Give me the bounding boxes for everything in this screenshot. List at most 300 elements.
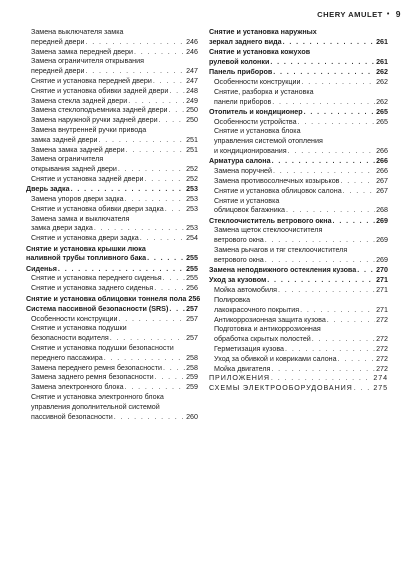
dot-leader [338, 355, 375, 365]
toc-entry [26, 126, 198, 146]
dot-leader [304, 108, 375, 118]
toc-entry-title-line: управления дополнительной системой [31, 402, 160, 411]
toc-entry-row [31, 146, 198, 156]
toc-entry [26, 28, 198, 48]
toc-entry-title-line: Снятие и установка задней двери [31, 174, 144, 183]
toc-entry-row [214, 206, 388, 216]
toc-entry-title-line: Панель приборов [209, 68, 273, 77]
toc-entry-title-line: облицовок багажника [214, 206, 285, 215]
toc-entry-title-line: Снятие и установка наружных [209, 28, 317, 36]
toc-entry-title-line: Снятие и установка подушки [31, 324, 127, 333]
toc-entry [26, 57, 198, 77]
dot-leader [99, 136, 186, 146]
toc-entry-title-line: Замена рычагов и тяг стеклоочистителя [214, 246, 348, 255]
toc-entry [26, 205, 198, 215]
toc-entry-row [31, 234, 198, 244]
dot-leader [163, 364, 185, 374]
toc-entry [209, 167, 388, 177]
dot-leader [354, 384, 373, 394]
dot-leader [272, 157, 376, 167]
toc-page-number: 262 [376, 68, 388, 77]
toc-entry-row [209, 374, 388, 384]
toc-entry [209, 384, 388, 394]
dot-leader [86, 38, 186, 48]
toc-entry-row [214, 256, 388, 266]
toc-page-number: 269 [376, 236, 388, 245]
toc-entry-title-line: Снятие, разборка и установка [214, 87, 314, 96]
toc-entry-title-line: Замена ограничителя [31, 155, 104, 164]
toc-entry-title-line: Замена щеток стеклоочистителя [214, 226, 323, 235]
toc-entry-row [214, 187, 388, 197]
toc-entry-title-line: Снятие и установка [214, 196, 280, 205]
dot-leader [71, 185, 185, 195]
toc-page-number: 262 [376, 77, 388, 86]
toc-entry [26, 97, 198, 107]
toc-entry-title-line: Снятие и установка крышки люка [26, 244, 146, 253]
dot-leader [163, 274, 185, 284]
toc-entry [26, 274, 198, 284]
toc-page-number: 267 [376, 186, 388, 195]
toc-entry-title-line: Снятие и установка подушки безопасности [31, 344, 174, 352]
dot-leader [267, 276, 375, 286]
toc-entry [26, 373, 198, 383]
toc-entry-title-line: СХЕМЫ ЭЛЕКТРООБОРУДОВАНИЯ [209, 384, 353, 393]
dot-leader [114, 413, 185, 423]
toc-entry-title-line: Замена стекла задней двери [31, 96, 128, 105]
toc-page-number: 257 [186, 334, 198, 343]
toc-page-number: 267 [376, 176, 388, 185]
toc-page-number: 252 [186, 165, 198, 174]
toc-entry-title-line: пассивной безопасности [31, 412, 113, 421]
dot-leader [272, 98, 375, 108]
toc-entry-row [209, 68, 388, 78]
running-header [317, 9, 401, 19]
toc-entry-title-line: Замена противосолнечных козырьков [214, 176, 340, 185]
toc-entry-title-line: Снятие и установка передней двери [31, 76, 152, 85]
toc-page-number: 255 [186, 264, 198, 273]
toc-entry-title-line: рулевой колонки [209, 57, 270, 66]
toc-entry [26, 146, 198, 156]
toc-entry-row [31, 383, 198, 393]
toc-entry-title-line: Сиденья [26, 264, 57, 273]
header-title: CHERY AMULET [317, 9, 383, 19]
toc-entry [26, 324, 198, 344]
toc-entry-row [31, 77, 198, 87]
toc-entry-row [214, 365, 388, 375]
toc-entry-row [26, 185, 198, 195]
toc-entry-title-line: Отопитель и кондиционер [209, 107, 303, 116]
dot-leader [159, 116, 186, 126]
toc-entry-title-line: и кондиционирования [214, 147, 287, 156]
toc-entry-title-line: ПРИЛОЖЕНИЯ [209, 374, 270, 383]
toc-entry-row [214, 355, 388, 365]
toc-page-number: 265 [376, 107, 388, 116]
toc-entry-row [31, 205, 198, 215]
toc-entry [26, 116, 198, 126]
toc-entry [26, 315, 198, 325]
toc-entry-title-line: Снятие и установка облицовки тоннеля пола [26, 294, 187, 303]
toc-page-number: 255 [186, 274, 198, 283]
toc-page-number: 253 [186, 185, 198, 194]
toc-entry [209, 296, 388, 316]
toc-entry-title-line: Замена электронного блока [31, 383, 124, 392]
toc-entry-title-line: ветрового окна [214, 255, 264, 264]
toc-entry-row [214, 335, 388, 345]
toc-entry-row [26, 305, 198, 315]
dot-leader [271, 365, 375, 375]
toc-entry-title-line: Замена наружной ручки задней двери [31, 116, 158, 125]
toc-entry-row [214, 167, 388, 177]
toc-entry [209, 157, 388, 167]
dot-leader [110, 334, 185, 344]
toc-entry-row [31, 334, 198, 344]
dot-leader [340, 177, 375, 187]
toc-entry [209, 187, 388, 197]
toc-page-number: 272 [376, 315, 388, 324]
toc-page-number: 259 [186, 373, 198, 382]
toc-entry-title-line: лакокрасочного покрытия [214, 305, 300, 314]
toc-entry [26, 175, 198, 185]
toc-entry-row [26, 294, 201, 305]
toc-entry [209, 325, 388, 345]
toc-page-number: 271 [376, 286, 388, 295]
toc-entry-row [31, 195, 198, 205]
toc-entry [209, 217, 388, 227]
dot-leader [265, 236, 375, 246]
toc-entry-title-line: Замена заднего ремня безопасности [31, 373, 154, 382]
toc-entry [209, 286, 388, 296]
toc-entry-row [31, 354, 198, 364]
toc-page-number: 258 [186, 353, 198, 362]
toc-page-number: 253 [186, 195, 198, 204]
toc-entry-title-line: Дверь задка [26, 185, 70, 194]
toc-entry-row [209, 108, 388, 118]
dot-leader [58, 265, 185, 275]
toc-entry [26, 195, 198, 205]
toc-page-number: 256 [188, 294, 201, 303]
toc-entry-row [31, 165, 198, 175]
toc-entry-row [209, 276, 388, 286]
toc-entry-title-line: Полировка [214, 296, 251, 305]
toc-entry-title-line: передней двери [31, 67, 85, 76]
toc-entry [209, 28, 388, 48]
toc-entry-row [31, 373, 198, 383]
toc-entry [209, 177, 388, 187]
toc-entry [26, 234, 198, 244]
toc-entry-title-line: Герметизация кузова [214, 345, 285, 353]
toc-entry-row [214, 286, 388, 296]
toc-entry-title-line: управления системой отопления [214, 137, 323, 146]
toc-entry-row [214, 118, 388, 128]
toc-entry-row [209, 58, 388, 68]
toc-entry [26, 393, 198, 422]
toc-entry [209, 197, 388, 217]
toc-page-number: 254 [186, 234, 198, 243]
dot-leader [94, 224, 185, 234]
dot-leader [147, 254, 185, 264]
toc-page-number: 253 [186, 224, 198, 233]
toc-entry-title-line: Снятие и установка обивки двери задка [31, 204, 164, 213]
toc-entry [26, 77, 198, 87]
toc-entry-title-line: Снятие и установка переднего сиденья [31, 274, 162, 283]
toc-entry-title-line: ветрового окна [214, 236, 264, 245]
toc-page-number: 246 [186, 47, 198, 56]
toc-entry [209, 316, 388, 326]
toc-entry [26, 215, 198, 235]
toc-entry-row [31, 284, 198, 294]
toc-page-number: 257 [186, 304, 198, 313]
toc-entry [209, 355, 388, 365]
toc-page-number: 253 [186, 204, 198, 213]
toc-page-number: 258 [186, 363, 198, 372]
toc-entry [26, 185, 198, 195]
dot-leader [153, 77, 185, 87]
toc-entry-row [31, 116, 198, 126]
dot-leader [169, 87, 185, 97]
toc-page-number: 251 [186, 145, 198, 154]
toc-entry-title-line: Особенности конструкции [31, 314, 118, 323]
toc-entry-row [31, 136, 198, 146]
toc-entry [209, 226, 388, 246]
toc-entry-title-line: Снятие и установка блока [214, 127, 301, 136]
toc-entry-title-line: Особенности конструкции [214, 77, 301, 86]
toc-entry-title-line: Замена замка передней двери [31, 47, 133, 56]
toc-entry-row [31, 364, 198, 374]
toc-entry-row [214, 177, 388, 187]
header-bullet: • [386, 10, 390, 18]
toc-entry [26, 364, 198, 374]
toc-entry-title-line: Снятие и установка облицовок салона [214, 186, 342, 195]
dot-leader [154, 284, 185, 294]
toc-entry [209, 108, 388, 118]
dot-leader [270, 58, 375, 68]
dot-leader [333, 217, 376, 227]
toc-entry [26, 87, 198, 97]
toc-entry-title-line: открывания задней двери [31, 165, 117, 174]
toc-entry-title-line: Стеклоочиститель ветрового окна [209, 216, 332, 225]
toc-entry-row [31, 274, 198, 284]
toc-entry [26, 383, 198, 393]
toc-entry-title-line: Мойка двигателя [214, 364, 271, 373]
dot-leader [118, 165, 185, 175]
toc-page-number: 251 [186, 135, 198, 144]
toc-page-number: 265 [376, 117, 388, 126]
toc-entry-title-line: Замена замка и выключателя [31, 214, 130, 223]
toc-entry-title-line: Мойка автомобиля [214, 286, 277, 295]
toc-entry-title-line: Арматура салона [209, 157, 271, 166]
toc-entry [209, 345, 388, 355]
toc-entry-title-line: Система пассивной безопасности (SRS) [26, 304, 169, 313]
toc-entry-row [31, 87, 198, 97]
dot-leader [126, 146, 186, 156]
toc-entry-row [214, 306, 388, 316]
toc-entry-row [209, 157, 388, 167]
toc-entry [209, 266, 388, 276]
toc-column-left [26, 28, 201, 422]
dot-leader [298, 118, 375, 128]
toc-page-number: 257 [186, 314, 198, 323]
toc-entry [26, 48, 198, 58]
dot-leader [285, 345, 375, 355]
dot-leader [128, 97, 185, 107]
toc-page-number: 261 [376, 57, 388, 66]
toc-entry-title-line: Замена стеклоподъемника задней двери [31, 106, 168, 115]
toc-page-number: 272 [376, 364, 388, 373]
toc-page-number: 247 [186, 76, 198, 85]
toc-column-right [209, 28, 388, 394]
dot-leader [271, 374, 372, 384]
dot-leader [86, 67, 186, 77]
toc-entry [26, 106, 198, 116]
toc-entry-row [31, 67, 198, 77]
dot-leader [286, 206, 375, 216]
dot-leader [144, 175, 185, 185]
toc-entry-title-line: Замена неподвижного остекления кузова [209, 266, 357, 275]
toc-entry-row [31, 48, 198, 58]
toc-entry [209, 276, 388, 286]
toc-entry [209, 365, 388, 375]
toc-entry-row [214, 236, 388, 246]
toc-entry-row [214, 345, 388, 355]
dot-leader [278, 286, 375, 296]
toc-page-number: 268 [376, 206, 388, 215]
dot-leader [300, 306, 375, 316]
toc-entry-title-line: Замена поручней [214, 167, 272, 176]
toc-entry [26, 344, 198, 364]
toc-entry-title-line: зеркал заднего вида [209, 37, 282, 46]
toc-entry [26, 265, 198, 275]
toc-entry-title-line: Замена выключателя замка [31, 28, 124, 36]
toc-entry [26, 245, 198, 265]
toc-entry-row [31, 38, 198, 48]
toc-entry-title-line: Снятие и установка электронного блока [31, 392, 164, 401]
toc-entry [209, 68, 388, 78]
dot-leader [155, 373, 185, 383]
toc-entry-row [209, 266, 388, 276]
toc-entry-title-line: Снятие и установка двери задка [31, 234, 139, 243]
toc-entry-title-line: Уход за кузовом [209, 276, 267, 285]
toc-entry-row [31, 106, 198, 116]
toc-entry [209, 78, 388, 88]
toc-page-number: 259 [186, 383, 198, 392]
toc-entry [26, 284, 198, 294]
toc-page-number: 246 [186, 37, 198, 46]
toc-entry [209, 374, 388, 384]
toc-entry-title-line: Замена ограничителя открывания [31, 57, 144, 66]
toc-entry-row [209, 38, 388, 48]
dot-leader [118, 315, 185, 325]
dot-leader [312, 335, 375, 345]
toc-entry-title-line: Снятие и установка кожухов [209, 48, 311, 57]
toc-entry-row [214, 78, 388, 88]
toc-page-number: 269 [376, 255, 388, 264]
toc-page-number: 255 [186, 254, 198, 263]
dot-leader [140, 234, 185, 244]
dot-leader [283, 38, 375, 48]
toc-page-number: 272 [376, 335, 388, 344]
toc-entry [209, 246, 388, 266]
toc-entry [209, 48, 388, 68]
toc-entry-row [31, 224, 198, 234]
toc-page-number: 247 [186, 67, 198, 76]
toc-entry-row [214, 98, 388, 108]
toc-page-number: 274 [373, 374, 388, 383]
toc-page-number: 266 [376, 147, 388, 156]
toc-entry [26, 294, 201, 305]
toc-page-number: 252 [186, 174, 198, 183]
dot-leader [343, 187, 375, 197]
toc-entry-title-line: передней двери [31, 37, 85, 46]
toc-entry-title-line: Снятие и установка обивки задней двери [31, 86, 169, 95]
toc-page-number: 272 [376, 345, 388, 353]
toc-entry-row [26, 265, 198, 275]
toc-entry-row [209, 217, 388, 227]
toc-entry [209, 88, 388, 108]
page-number: 9 [395, 9, 401, 19]
toc-entry-row [31, 413, 198, 423]
dot-leader [169, 305, 185, 315]
dot-leader [273, 167, 375, 177]
dot-leader [104, 354, 185, 364]
toc-page-number: 249 [186, 96, 198, 105]
toc-entry-row [214, 147, 388, 157]
toc-entry-title-line: Антикоррозионная защита кузова [214, 315, 326, 324]
toc-page-number: 271 [376, 276, 388, 285]
toc-page-number: 262 [376, 97, 388, 106]
toc-entry-row [209, 384, 388, 394]
toc-page-number: 256 [186, 284, 198, 293]
toc-page-number: 248 [186, 86, 198, 95]
dot-leader [165, 205, 185, 215]
toc-entry-title-line: Замена переднего ремня безопасности [31, 363, 162, 372]
toc-page-number: 261 [376, 37, 388, 46]
toc-page-number: 250 [186, 116, 198, 125]
toc-page-number: 272 [376, 354, 388, 363]
toc-entry [26, 305, 198, 315]
toc-entry-title-line: переднего пассажира [31, 353, 103, 362]
toc-entry-row [26, 254, 198, 264]
toc-entry-title-line: Замена упоров двери задка [31, 195, 124, 204]
toc-entry-title-line: замка задней двери [31, 135, 98, 144]
toc-entry-title-line: Уход за обивкой и ковриками салона [214, 354, 337, 363]
toc-page-number: 266 [376, 167, 388, 176]
dot-leader [134, 48, 185, 58]
toc-entry-title-line: панели приборов [214, 97, 272, 106]
toc-page-number: 260 [186, 412, 198, 421]
toc-entry-title-line: Замена внутренней ручки привода [31, 125, 147, 134]
toc-page-number: 271 [376, 305, 388, 314]
toc-page-number: 270 [376, 266, 388, 275]
toc-entry [26, 155, 198, 175]
toc-entry-title-line: наливной трубы топливного бака [26, 254, 147, 263]
dot-leader [169, 106, 186, 116]
dot-leader [125, 195, 185, 205]
dot-leader [357, 266, 375, 276]
toc-page-number: 269 [376, 216, 388, 225]
toc-entry-row [31, 97, 198, 107]
dot-leader [327, 316, 375, 326]
toc-page-number: 250 [186, 106, 198, 115]
toc-entry-title-line: Подготовка и антикоррозионная [214, 325, 321, 334]
toc-entry-row [214, 316, 388, 326]
toc-entry-title-line: Снятие и установка заднего сиденья [31, 284, 154, 293]
toc-entry-title-line: обработка скрытых полостей [214, 335, 311, 344]
toc-entry-row [31, 175, 198, 185]
toc-entry [209, 118, 388, 128]
dot-leader [265, 256, 375, 266]
toc-entry [209, 127, 388, 156]
toc-entry-title-line: Особенности устройства [214, 117, 297, 126]
